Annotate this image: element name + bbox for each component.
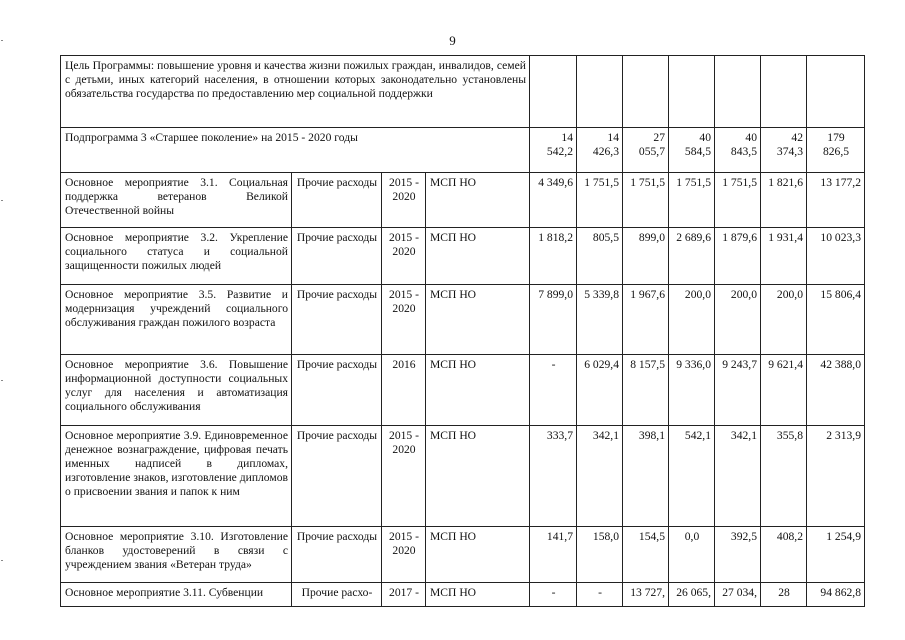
value-cell: 805,5 — [577, 228, 623, 285]
period: 2015 - 2020 — [382, 228, 426, 285]
value-cell: 9 243,7 — [715, 355, 761, 426]
value-cell: 1 879,6 — [715, 228, 761, 285]
value-cell: 342,1 — [577, 426, 623, 527]
value-cell: 342,1 — [715, 426, 761, 527]
value-cell: 141,7 — [530, 527, 577, 583]
value-cell: 1 821,6 — [761, 173, 807, 228]
value-cell: - — [577, 583, 623, 607]
value-cell: 26 065, — [669, 583, 715, 607]
value-cell: 154,5 — [623, 527, 669, 583]
goal-empty-cell — [807, 56, 865, 128]
value-cell: 200,0 — [761, 285, 807, 355]
value-cell: 7 899,0 — [530, 285, 577, 355]
subprogram-value: 40 584,5 — [669, 128, 715, 173]
measure-name: Основное мероприятие 3.5. Развитие и модернизация учреждений социального обслуживания граждан пожилого возраста — [61, 285, 292, 355]
executor: МСП НО — [426, 583, 530, 607]
value-cell: 392,5 — [715, 527, 761, 583]
subprogram-total: 179 826,5 — [807, 128, 865, 173]
table-row — [61, 173, 865, 228]
margin-mark — [1, 380, 3, 381]
subprogram-value: 40 843,5 — [715, 128, 761, 173]
executor: МСП НО — [426, 527, 530, 583]
total-cell: 10 023,3 — [807, 228, 865, 285]
total-cell: 2 313,9 — [807, 426, 865, 527]
executor: МСП НО — [426, 285, 530, 355]
value-cell: 8 157,5 — [623, 355, 669, 426]
subprogram-value: 14 426,3 — [577, 128, 623, 173]
value-cell: 408,2 — [761, 527, 807, 583]
value-cell: 6 029,4 — [577, 355, 623, 426]
table-row — [61, 583, 865, 607]
value-cell: 1 931,4 — [761, 228, 807, 285]
measure-name: Основное мероприятие 3.6. Повышение информационной доступности социальных услуг для населения и автоматизация социального обслуживания — [61, 355, 292, 426]
executor: МСП НО — [426, 228, 530, 285]
measure-name: Основное мероприятие 3.2. Укрепление социального статуса и социальной защищенности пожилых людей — [61, 228, 292, 285]
subprogram-value: 27 055,7 — [623, 128, 669, 173]
value-cell: 0,0 — [669, 527, 715, 583]
expense-type: Прочие расходы — [292, 228, 382, 285]
period: 2015 - 2020 — [382, 426, 426, 527]
goal-empty-cell — [623, 56, 669, 128]
total-cell: 94 862,8 — [807, 583, 865, 607]
value-cell: 9 621,4 — [761, 355, 807, 426]
total-cell: 42 388,0 — [807, 355, 865, 426]
period: 2015 - 2020 — [382, 527, 426, 583]
value-cell: 13 727, — [623, 583, 669, 607]
value-cell: 1 818,2 — [530, 228, 577, 285]
value-cell: - — [530, 355, 577, 426]
value-cell: 1 751,5 — [623, 173, 669, 228]
subprogram-label: Подпрограмма 3 «Старшее поколение» на 2015 - 2020 годы — [61, 128, 530, 173]
expense-type: Прочие расходы — [292, 527, 382, 583]
executor: МСП НО — [426, 426, 530, 527]
value-cell: 2 689,6 — [669, 228, 715, 285]
value-cell: 1 751,5 — [577, 173, 623, 228]
table-row — [61, 285, 865, 355]
goal-empty-cell — [530, 56, 577, 128]
total-cell: 15 806,4 — [807, 285, 865, 355]
measure-name: Основное мероприятие 3.10. Изготовление бланков удостоверений в связи с учреждением звания «Ветеран труда» — [61, 527, 292, 583]
expense-type: Прочие расхо- — [292, 583, 382, 607]
value-cell: 1 751,5 — [715, 173, 761, 228]
executor: МСП НО — [426, 173, 530, 228]
value-cell: 28 — [761, 583, 807, 607]
measure-name: Основное мероприятие 3.1. Социальная поддержка ветеранов Великой Отечественной войны — [61, 173, 292, 228]
measure-name: Основное мероприятие 3.11. Субвенции — [61, 583, 292, 607]
total-cell: 13 177,2 — [807, 173, 865, 228]
subprogram-value: 42 374,3 — [761, 128, 807, 173]
program-table — [60, 55, 865, 607]
margin-mark — [1, 200, 3, 201]
page-number: 9 — [449, 33, 456, 48]
measure-name: Основное мероприятие 3.9. Единовременное денежное вознаграждение, цифровая печать именных надписей в дипломах, изготовление знаков, изготовление дипломов о присвоении звания и папок к ним — [61, 426, 292, 527]
expense-type: Прочие расходы — [292, 426, 382, 527]
goal-empty-cell — [577, 56, 623, 128]
goal-empty-cell — [669, 56, 715, 128]
table-row — [61, 228, 865, 285]
value-cell: 9 336,0 — [669, 355, 715, 426]
value-cell: 200,0 — [669, 285, 715, 355]
value-cell: 398,1 — [623, 426, 669, 527]
period: 2015 - 2020 — [382, 173, 426, 228]
subprogram-value: 14 542,2 — [530, 128, 577, 173]
table-row — [61, 527, 865, 583]
subprogram-row — [61, 128, 865, 173]
goal-row — [61, 56, 865, 128]
value-cell: 355,8 — [761, 426, 807, 527]
period: 2016 — [382, 355, 426, 426]
value-cell: 158,0 — [577, 527, 623, 583]
value-cell: 5 339,8 — [577, 285, 623, 355]
value-cell: 200,0 — [715, 285, 761, 355]
goal-empty-cell — [761, 56, 807, 128]
total-cell: 1 254,9 — [807, 527, 865, 583]
value-cell: 4 349,6 — [530, 173, 577, 228]
margin-mark — [1, 560, 3, 561]
expense-type: Прочие расходы — [292, 355, 382, 426]
value-cell: - — [530, 583, 577, 607]
period: 2015 - 2020 — [382, 285, 426, 355]
expense-type: Прочие расходы — [292, 285, 382, 355]
value-cell: 542,1 — [669, 426, 715, 527]
expense-type: Прочие расходы — [292, 173, 382, 228]
executor: МСП НО — [426, 355, 530, 426]
table-row — [61, 355, 865, 426]
table-row — [61, 426, 865, 527]
program-goal: Цель Программы: повышение уровня и качества жизни пожилых граждан, инвалидов, семей с детьми, иных категорий населения, в отношении которых законодательно установлены обязательства государства по предоставлению мер социальной поддержки — [61, 56, 530, 128]
value-cell: 27 034, — [715, 583, 761, 607]
goal-empty-cell — [715, 56, 761, 128]
value-cell: 899,0 — [623, 228, 669, 285]
value-cell: 333,7 — [530, 426, 577, 527]
period: 2017 - — [382, 583, 426, 607]
value-cell: 1 751,5 — [669, 173, 715, 228]
value-cell: 1 967,6 — [623, 285, 669, 355]
